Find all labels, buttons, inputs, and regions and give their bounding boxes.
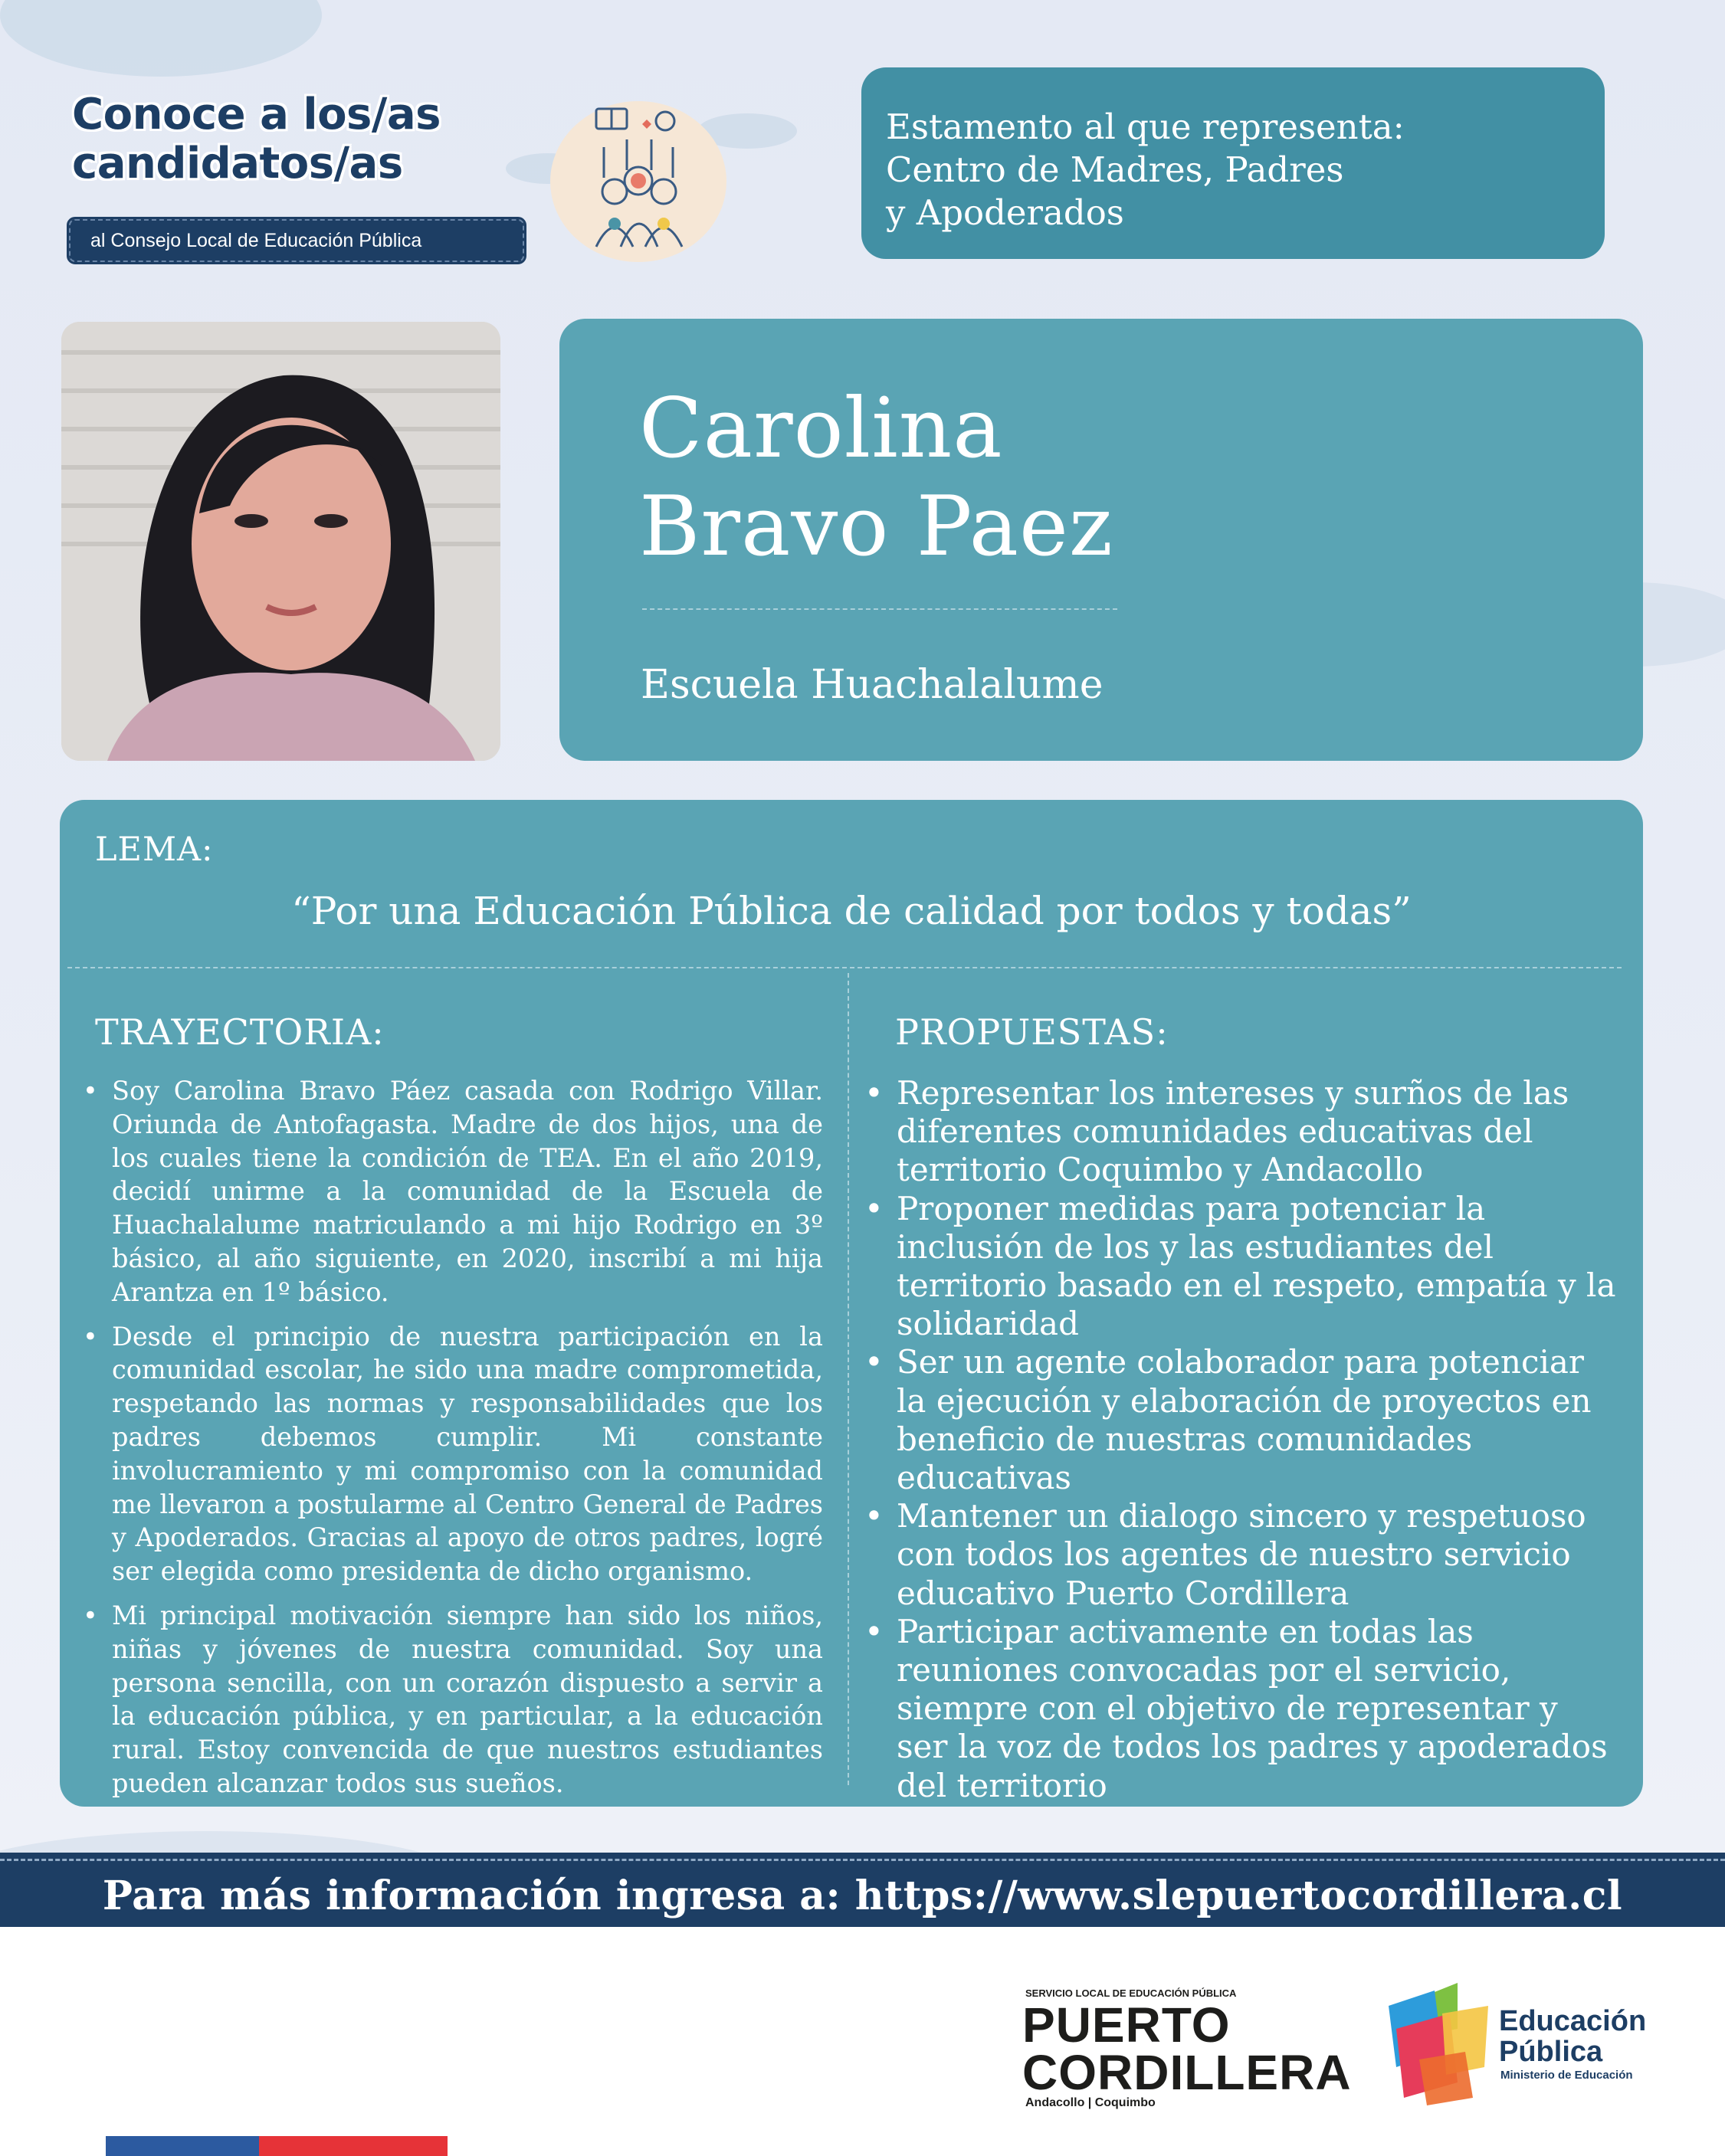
candidate-first-name: Carolina [639,381,1003,477]
community-badge-icon [550,101,726,262]
candidate-name [639,380,1113,576]
divider [0,1859,1725,1861]
title-line-1: Conoce a los/as [72,90,441,139]
list-item: • Proponer medidas para potenciar la inclusión de los y las estudiantes del territorio basado en el respeto, empatía y la solidaridad [897,1190,1617,1344]
list-item: • Representar los intereses y surños de las diferentes comunidades educativas del territorio Coquimbo y Andacollo [897,1074,1617,1190]
educacion-publica-logo-icon [1389,1983,1488,2105]
divider [642,608,1117,610]
title-line-2: candidatos/as [72,139,403,188]
candidate-details-card [60,800,1643,1807]
edu-logo-subtitle: Ministerio de Educación [1500,2069,1633,2082]
propuestas-list [897,1074,1617,1805]
list-item: • Desde el principio de nuestra participación en la comunidad escolar, he sido una madre comprometida, respetando las normas y responsabilidades que los padres debemos cumplir. Mi constante involucramiento y mi compromiso con la comunidad me llevaron a postularme al Centro General de Padres y Apoderados. Gracias al apoyo de otros padres, logré ser elegida como presidenta de dicho organismo. [112,1320,823,1588]
educacion-publica-logo-text [1499,2006,1646,2067]
candidate-last-name: Bravo Paez [639,479,1113,575]
lema-label: LEMA: [95,831,214,869]
gov-flag-blue-stripe [106,2136,259,2156]
subtitle-tag: al Consejo Local de Educación Pública [69,219,524,262]
propuestas-heading: PROPUESTAS: [895,1011,1169,1053]
list-item: • Soy Carolina Bravo Páez casada con Rodrigo Villar. Oriunda de Antofagasta. Madre de dos hijos, una de los cuales tiene la condición de TEA. En el año 2019, decidí unirme a la comunidad de la Escuela de Huachalalume matriculando a mi hijo Rodrigo en 3º básico, al año siguiente, en 2020, inscribí a mi hija Arantza en 1º básico. [112,1074,823,1309]
estamento-line-3: y Apoderados [886,192,1124,233]
trayectoria-heading: TRAYECTORIA: [95,1011,385,1053]
page-title [72,90,441,188]
column-divider [848,973,849,1785]
edu-logo-line-2: Pública [1499,2036,1603,2068]
gov-flag-red-stripe [259,2136,448,2156]
list-item: • Ser un agente colaborador para potenciar la ejecución y elaboración de proyectos en beneficio de nuestras comunidades educativas [897,1343,1617,1497]
edu-logo-line-1: Educación [1499,2005,1647,2037]
lema-text: “Por una Educación Pública de calidad por todos y todas” [291,889,1412,933]
candidate-photo [61,322,500,761]
slep-logo-word-2: CORDILLERA [1022,2045,1352,2100]
estamento-label: Estamento al que representa: [886,106,1405,147]
footer-info-link[interactable]: Para más información ingresa a: https://www.slepuertocordillera.cl [102,1873,1623,1919]
candidate-name-card [559,319,1643,761]
candidate-school: Escuela Huachalalume [641,662,1104,708]
slep-logo-location: Andacollo | Coquimbo [1025,2096,1156,2109]
list-item: • Mantener un dialogo sincero y respetuoso con todos los agentes de nuestro servicio educativo Puerto Cordillera [897,1497,1617,1613]
divider [67,967,1622,968]
slep-logo-word-1: PUERTO [1022,1997,1231,2053]
trayectoria-list [112,1074,823,1811]
estamento-line-2: Centro de Madres, Padres [886,149,1344,190]
list-item: • Mi principal motivación siempre han sido los niños, niñas y jóvenes de nuestra comunidad. Soy una persona sencilla, con un corazón dispuesto a servir a la educación pública, y en particular, a la educación rural. Estoy convencida de que nuestros estudiantes pueden alcanzar todos sus sueños. [112,1599,823,1800]
estamento-box [861,67,1605,259]
list-item: • Participar activamente en todas las reuniones convocadas por el servicio, siempre con el objetivo de representar y ser la voz de todos los padres y apoderados del territorio [897,1613,1617,1805]
slep-logo-caption: SERVICIO LOCAL DE EDUCACIÓN PÚBLICA [1025,1987,1237,1999]
